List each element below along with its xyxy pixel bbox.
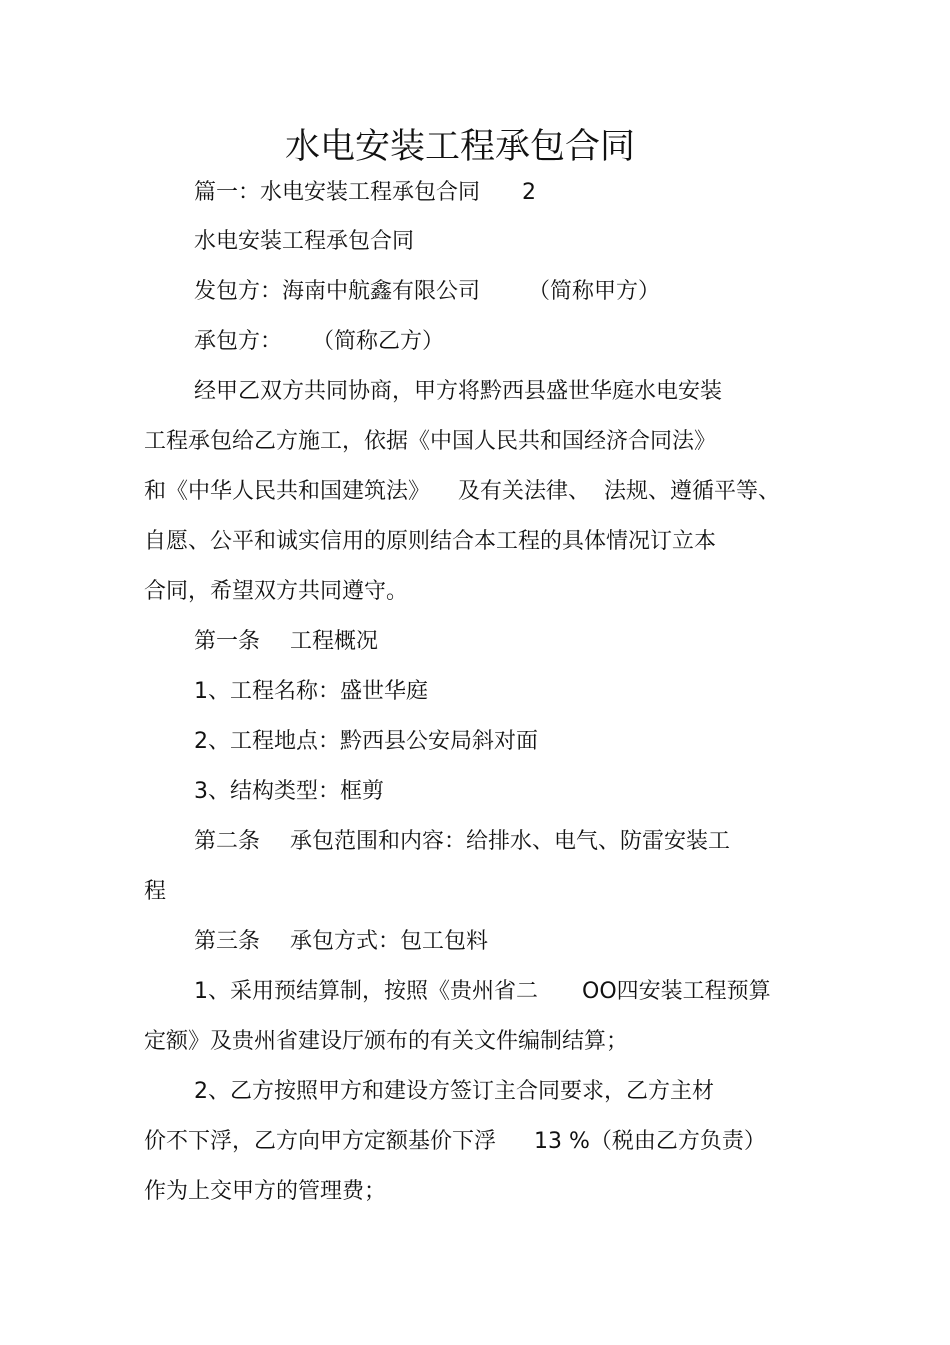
text-segment: （简称乙方） (312, 329, 445, 354)
article-heading (194, 627, 378, 657)
text-segment: 13 % (534, 1129, 590, 1154)
contract-party-line (194, 277, 660, 307)
paragraph-line: 工程承包给乙方施工，依据《中国人民共和国经济合同法》 (144, 429, 717, 454)
paragraph-line: 水电安装工程承包合同 (194, 229, 415, 254)
text-segment: 篇一：水电安装工程承包合同 (194, 180, 481, 205)
section-heading (194, 178, 536, 208)
text-segment: OO四安装工程预算 (582, 979, 771, 1004)
text-segment: 1、采用预结算制，按照《贵州省二 (194, 979, 538, 1004)
text-segment: 及有关法律、 (458, 479, 591, 504)
list-item (194, 977, 771, 1007)
text-segment: （简称甲方） (528, 279, 661, 304)
text-segment: 承包方式：包工包料 (290, 929, 489, 954)
text-segment: 价不下浮，乙方向甲方定额基价下浮 (144, 1129, 497, 1154)
paragraph-line: 自愿、公平和诚实信用的原则结合本工程的具体情况订立本 (144, 529, 717, 554)
text-segment: 法规、遵循平等、 (604, 479, 781, 504)
list-item: 2、工程地点：黔西县公安局斜对面 (194, 729, 538, 754)
article-heading (194, 827, 730, 857)
paragraph-line (144, 1127, 766, 1157)
text-segment: 工程概况 (290, 629, 379, 654)
text-segment: 发包方：海南中航鑫有限公司 (194, 279, 481, 304)
text-segment: 和《中华人民共和国建筑法》 (144, 479, 431, 504)
contract-party-line (194, 327, 444, 357)
text-segment: 承包方： (194, 329, 283, 354)
list-item: 1、工程名称：盛世华庭 (194, 679, 428, 704)
list-item: 3、结构类型：框剪 (194, 779, 384, 804)
article-heading (194, 927, 488, 957)
text-segment: （税由乙方负责） (589, 1129, 766, 1154)
document-title: 水电安装工程承包合同 (284, 127, 635, 167)
paragraph-line: 作为上交甲方的管理费； (144, 1179, 387, 1204)
text-segment: 第一条 (194, 629, 261, 654)
paragraph-line: 经甲乙双方共同协商，甲方将黔西县盛世华庭水电安装 (194, 379, 723, 404)
list-item: 2、乙方按照甲方和建设方签订主合同要求，乙方主材 (194, 1079, 714, 1104)
paragraph-line (144, 477, 780, 507)
text-segment: 承包范围和内容：给排水、电气、防雷安装工 (290, 829, 731, 854)
text-segment: 2 (522, 180, 537, 205)
paragraph-line: 程 (144, 879, 167, 904)
text-segment: 第二条 (194, 829, 261, 854)
text-segment: 第三条 (194, 929, 261, 954)
paragraph-line: 合同，希望双方共同遵守。 (144, 579, 409, 604)
paragraph-line: 定额》及贵州省建设厅颁布的有关文件编制结算； (144, 1029, 629, 1054)
